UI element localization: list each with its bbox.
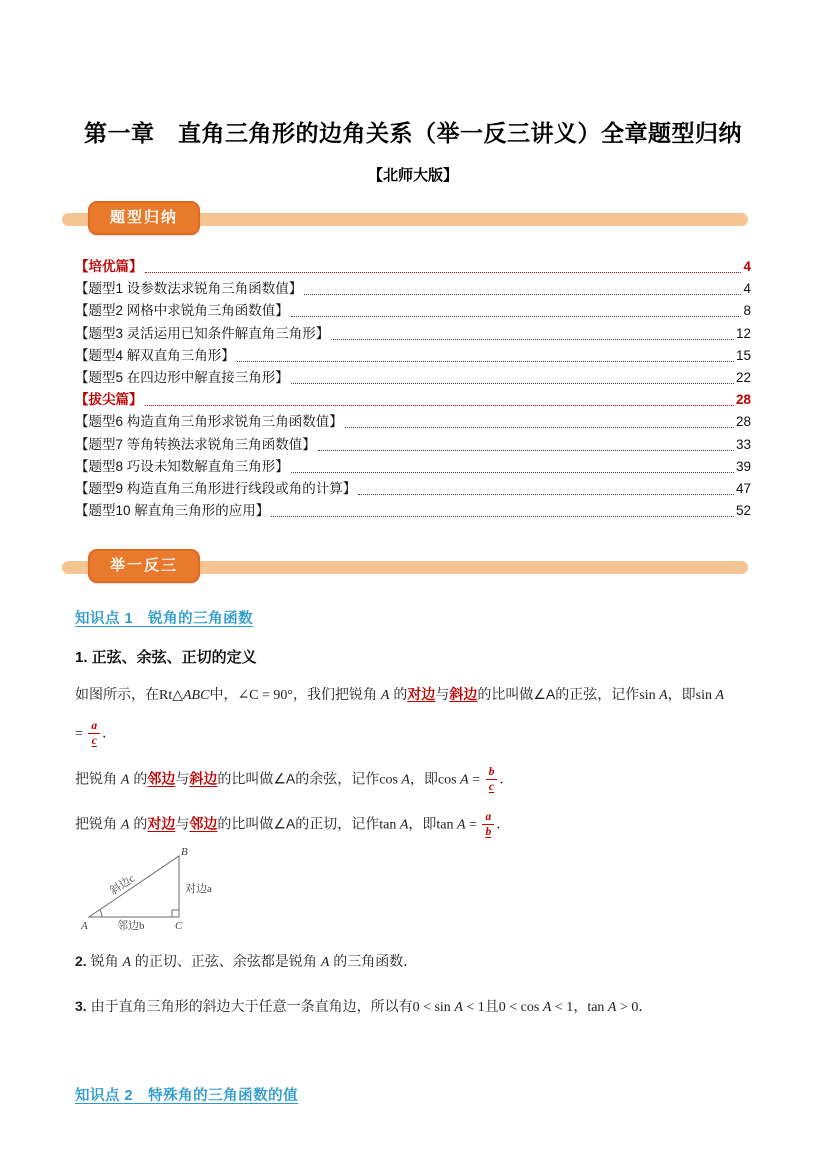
- toc-section-badge: 题型归纳: [88, 201, 200, 235]
- toc-leader-dots: [345, 412, 734, 428]
- lesson-section-banner: [75, 549, 751, 585]
- toc-item-label: 【题型4 解双直角三角形】: [75, 347, 235, 363]
- sine-definition-line2: = $\frac{a}{c}$ ．: [75, 720, 117, 748]
- toc-item-page: 33: [735, 436, 751, 452]
- toc-item-page: 47: [735, 480, 751, 496]
- tangent-definition-line: 把锐角 A 的对边与邻边的比叫做∠A的正切，记作tan A，即tan A = $\frac{a}{b}$ ．: [75, 811, 511, 839]
- toc-item[interactable]: [75, 346, 751, 368]
- toc-item[interactable]: [75, 368, 751, 390]
- toc-leader-dots: [291, 457, 734, 473]
- toc-item-label: 【题型3 灵活运用已知条件解直角三角形】: [75, 325, 330, 341]
- toc-leader-dots: [331, 324, 734, 340]
- toc-item-label: 【题型5 在四边形中解直接三角形】: [75, 369, 289, 385]
- adjacent-side-label: 邻边b: [117, 919, 145, 932]
- toc-item[interactable]: [75, 412, 751, 434]
- toc-leader-dots: [237, 346, 734, 362]
- edition-label: 【北师大版】: [367, 167, 458, 184]
- vertex-a-label: A: [81, 919, 88, 932]
- toc-section-banner: [75, 201, 751, 237]
- toc-item-page: 28: [735, 392, 751, 408]
- toc-list: [75, 257, 751, 523]
- angle-a-arc: [100, 909, 103, 917]
- toc-item-label: 【培优篇】: [75, 259, 143, 274]
- fraction: $\frac{a}{c}$: [88, 720, 100, 747]
- knowledge-point-2-link[interactable]: 知识点 2 特殊角的三角函数的值: [75, 1087, 299, 1104]
- hypotenuse-label: 斜边c: [107, 872, 137, 897]
- toc-item-page: 12: [735, 325, 751, 341]
- triangle-outline: [89, 856, 179, 917]
- toc-leader-dots: [291, 368, 734, 384]
- toc-leader-dots: [291, 301, 742, 317]
- vertex-b-label: B: [181, 846, 188, 858]
- toc-item-label: 【题型9 构造直角三角形进行线段或角的计算】: [75, 480, 357, 496]
- note-item-2: 2. 锐角 A 的正切、正弦、余弦都是锐角 A 的三角函数．: [75, 952, 418, 970]
- toc-item-label: 【拔尖篇】: [75, 392, 143, 408]
- opposite-side-label: 对边a: [185, 882, 212, 895]
- toc-item[interactable]: [75, 435, 751, 457]
- toc-leader-dots: [145, 390, 734, 406]
- toc-leader-dots: [145, 257, 742, 273]
- toc-item-label: 【题型10 解直角三角形的应用】: [75, 503, 270, 519]
- toc-item[interactable]: [75, 279, 751, 301]
- toc-item[interactable]: [75, 257, 751, 279]
- toc-item-page: 52: [735, 503, 751, 519]
- toc-item-page: 8: [743, 303, 751, 319]
- toc-item-page: 15: [735, 347, 751, 363]
- toc-item-label: 【题型1 设参数法求锐角三角函数值】: [75, 281, 303, 297]
- toc-item[interactable]: [75, 301, 751, 323]
- fraction: $\frac{a}{b}$: [482, 811, 494, 838]
- toc-item[interactable]: [75, 479, 751, 501]
- cosine-definition-line: 把锐角 A 的邻边与斜边的比叫做∠A的余弦，记作cos A，即cos A = $\frac{b}{c}$ ．: [75, 766, 514, 794]
- lesson-section-badge: 举一反三: [88, 549, 200, 583]
- toc-item[interactable]: [75, 390, 751, 412]
- sine-definition-line1: 如图所示，在Rt△ABC中，∠C = 90°，我们把锐角 A 的对边与斜边的比叫做∠A的正弦，记作sin A，即sin A: [75, 686, 725, 704]
- toc-item-page: 4: [743, 281, 751, 297]
- note-item-3: 3. 由于直角三角形的斜边大于任意一条直角边，所以有0 < sin A < 1且0 < cos A < 1，tan A > 0．: [75, 997, 653, 1015]
- toc-item-page: 28: [735, 414, 751, 430]
- toc-item-label: 【题型8 巧设未知数解直角三角形】: [75, 458, 289, 474]
- right-triangle-figure: [75, 847, 305, 933]
- toc-item[interactable]: [75, 501, 751, 523]
- toc-leader-dots: [304, 279, 741, 295]
- vertex-c-label: C: [175, 919, 183, 932]
- toc-item-page: 22: [735, 369, 751, 385]
- toc-item-label: 【题型7 等角转换法求锐角三角函数值】: [75, 436, 316, 452]
- definition-title: 1. 正弦、余弦、正切的定义: [75, 649, 257, 667]
- fraction: $\frac{b}{c}$: [486, 766, 498, 793]
- toc-leader-dots: [271, 501, 734, 517]
- toc-leader-dots: [318, 435, 734, 451]
- toc-item[interactable]: [75, 324, 751, 346]
- toc-item-page: 39: [735, 458, 751, 474]
- toc-leader-dots: [358, 479, 734, 495]
- toc-item[interactable]: [75, 457, 751, 479]
- toc-item-label: 【题型6 构造直角三角形求锐角三角函数值】: [75, 414, 343, 430]
- toc-item-label: 【题型2 网格中求锐角三角函数值】: [75, 303, 289, 319]
- page-title: 第一章 直角三角形的边角关系（举一反三讲义）全章题型归纳: [84, 120, 742, 146]
- toc-item-page: 4: [743, 259, 751, 274]
- knowledge-point-1-link[interactable]: 知识点 1 锐角的三角函数: [75, 611, 254, 628]
- right-angle-mark: [172, 910, 179, 917]
